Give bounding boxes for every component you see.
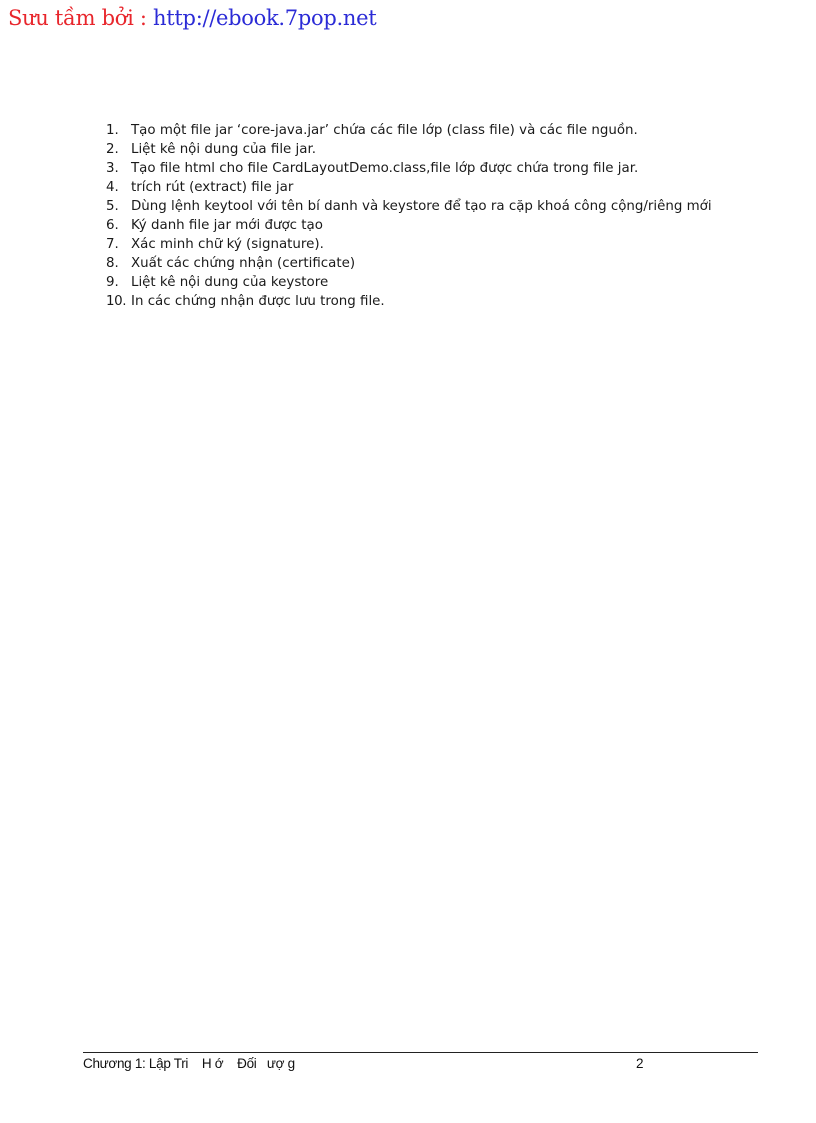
list-item-number: 9. <box>106 275 119 290</box>
list-item <box>106 292 758 311</box>
list-item-number: 1. <box>106 123 119 138</box>
list-item-text: trích rút (extract) file jar <box>131 180 294 195</box>
list-item-text: Tạo file html cho file CardLayoutDemo.class,file lớp được chứa trong file jar. <box>131 161 639 176</box>
list-item-number: 5. <box>106 199 119 214</box>
footer-divider <box>83 1052 758 1053</box>
list-item-number: 4. <box>106 180 119 195</box>
list-item <box>106 216 758 235</box>
watermark-url[interactable]: http://ebook.7pop.net <box>153 6 377 30</box>
list-item-number: 8. <box>106 256 119 271</box>
list-item-number: 7. <box>106 237 119 252</box>
list-item-text: Liệt kê nội dung của keystore <box>131 275 329 290</box>
list-item-text: Tạo một file jar ‘core-java.jar’ chứa các file lớp (class file) và các file nguồn. <box>131 123 638 138</box>
task-list <box>106 121 758 311</box>
list-item-number: 3. <box>106 161 119 176</box>
list-item-number: 6. <box>106 218 119 233</box>
list-item <box>106 121 758 140</box>
watermark <box>8 6 376 30</box>
watermark-prefix: Sưu tầm bởi : <box>8 6 154 30</box>
page-number: 2 <box>636 1056 644 1071</box>
list-item <box>106 254 758 273</box>
list-item <box>106 273 758 292</box>
list-item-text: In các chứng nhận được lưu trong file. <box>131 294 385 309</box>
list-item <box>106 235 758 254</box>
list-item-text: Dùng lệnh keytool với tên bí danh và keystore để tạo ra cặp khoá công cộng/riêng mới <box>131 199 712 214</box>
list-item-text: Ký danh file jar mới được tạo <box>131 218 323 233</box>
list-item <box>106 178 758 197</box>
list-item <box>106 140 758 159</box>
list-item-text: Liệt kê nội dung của file jar. <box>131 142 317 157</box>
list-item-text: Xác minh chữ ký (signature). <box>131 237 324 252</box>
list-item-number: 10. <box>106 294 127 309</box>
list-item-number: 2. <box>106 142 119 157</box>
list-item <box>106 159 758 178</box>
footer-chapter-title: Chương 1: Lập Tri H ớ Đối ượ g <box>83 1056 295 1071</box>
list-item-text: Xuất các chứng nhận (certificate) <box>131 256 356 271</box>
list-item <box>106 197 758 216</box>
